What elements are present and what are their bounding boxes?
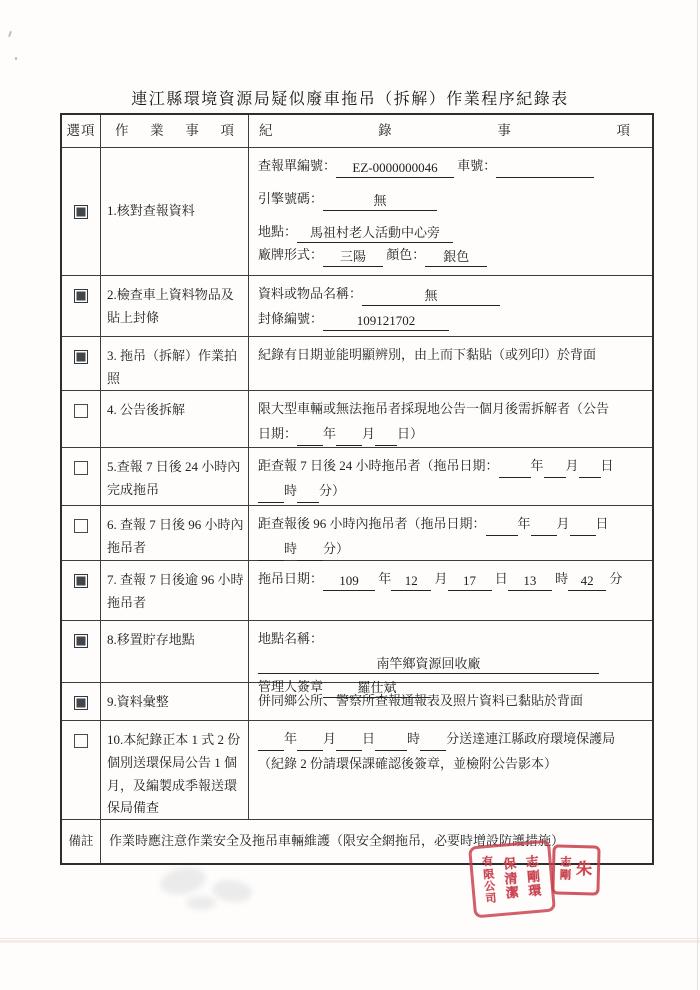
- brand-value: 三陽: [323, 249, 383, 267]
- scan-smudge: [211, 877, 254, 904]
- note-text-content: 作業時應注意作業安全及拖吊車輛維護（限安全網拖吊，必要時增設防護措施）: [109, 833, 565, 849]
- unit-label: 時: [284, 540, 298, 556]
- field-label: 車號：: [457, 158, 497, 173]
- checkbox-row6: [74, 519, 88, 533]
- task-cell-10: [101, 721, 249, 820]
- checkbox-row8: [74, 634, 88, 648]
- name-seal-stamp: [551, 844, 600, 895]
- option-cell-8: [62, 621, 101, 683]
- field-label: 資料或物品名稱：: [258, 286, 363, 301]
- unit-label: 月: [556, 516, 570, 531]
- record-text: （紀錄 2 份請環保課確認後簽章，並檢附公告影本）: [258, 755, 558, 771]
- name-seal-column: 朱: [575, 861, 593, 879]
- scan-artifact-line: [0, 940, 700, 943]
- item-name-value: 無: [362, 288, 500, 306]
- year-blank: [258, 750, 284, 751]
- checkbox-row9: [74, 696, 88, 710]
- month-blank: [297, 750, 323, 751]
- procedure-record-table: [60, 113, 654, 865]
- day-blank: [336, 750, 362, 751]
- page-title: 連江縣環境資源局疑似廢車拖吊（拆解）作業程序紀錄表: [131, 91, 569, 108]
- field-label: 地點：: [258, 223, 298, 239]
- option-cell-9: [62, 683, 101, 721]
- record-cell-4: [249, 391, 652, 448]
- year-blank: [499, 477, 531, 478]
- record-cell-2: [249, 276, 652, 337]
- task-label: 5.查報 7 日後 24 小時內完成拖吊: [107, 459, 241, 497]
- header-record-char: 事: [497, 123, 511, 139]
- checkbox-row2: [74, 289, 88, 303]
- unit-label: 日: [494, 571, 508, 586]
- tow-year-value: 109: [323, 573, 375, 591]
- record-cell-8: [249, 621, 652, 696]
- task-cell-3: [101, 337, 249, 391]
- company-seal-column: 志剛環: [525, 853, 543, 899]
- day-blank: [375, 445, 397, 446]
- record-text: 紀錄有日期並能明顯辨別，由上而下黏貼（或列印）於背面: [258, 347, 597, 362]
- option-cell-5: [62, 448, 101, 506]
- task-label: 10.本紀錄正本 1 式 2 份個別送環保局公告 1 個月，及編製成季報送環保局備查: [107, 732, 241, 816]
- year-blank: [486, 535, 518, 536]
- task-cell-2: [101, 276, 249, 337]
- record-text: 距查報後 96 小時內拖吊者（拖吊日期：: [258, 516, 486, 531]
- task-label: 8.移置貯存地點: [107, 632, 195, 647]
- record-cell-7: [249, 561, 652, 621]
- header-record-char: 紀: [259, 123, 273, 139]
- hour-blank: [375, 750, 407, 751]
- location-value: 馬祖村老人活動中心旁: [297, 225, 453, 243]
- checkbox-row1: [74, 205, 88, 219]
- header-task-char: 作: [115, 123, 129, 139]
- month-blank: [336, 445, 362, 446]
- checkbox-row3: [74, 350, 88, 364]
- task-label: 7. 查報 7 日後逾 96 小時拖吊者: [107, 572, 244, 610]
- unit-label: 分: [609, 571, 623, 586]
- month-blank: [544, 477, 566, 478]
- minute-blank: [297, 502, 319, 503]
- record-text: 限大型車輛或無法拖吊者採現地公告一個月後需拆解者（公告: [258, 401, 610, 416]
- field-label: 日期：: [258, 425, 298, 441]
- unit-label: 時: [284, 482, 298, 498]
- header-option: 選項: [62, 115, 101, 148]
- field-label: 拖吊日期：: [258, 571, 324, 586]
- scan-smudge: [186, 896, 216, 910]
- unit-label: 年: [530, 458, 544, 473]
- month-blank: [531, 535, 557, 536]
- company-seal-column: 保清潔: [502, 855, 520, 901]
- unit-label: 時: [555, 571, 569, 586]
- header-record-char: 錄: [378, 123, 392, 139]
- scan-artifact-line: [0, 938, 700, 939]
- plate-number-blank: [496, 177, 594, 178]
- year-blank: [297, 445, 323, 446]
- header-record: [249, 115, 652, 148]
- record-cell-1: [249, 148, 652, 276]
- report-number-value: EZ-0000000046: [336, 160, 454, 178]
- option-cell-4: [62, 391, 101, 448]
- header-record-char: 項: [616, 123, 630, 139]
- field-label: 地點名稱：: [258, 631, 324, 646]
- day-blank: [570, 535, 596, 536]
- unit-label: 分）: [323, 540, 350, 556]
- unit-label: 日）: [397, 425, 424, 441]
- option-cell-2: [62, 276, 101, 337]
- checkbox-row4: [74, 404, 88, 418]
- day-blank: [579, 477, 601, 478]
- unit-label: 年: [323, 425, 337, 441]
- field-label: 引擎號碼：: [258, 190, 324, 206]
- checkbox-row7: [74, 574, 88, 588]
- tow-hour-value: 13: [508, 573, 552, 591]
- option-cell-10: [62, 721, 101, 820]
- unit-label: 年: [284, 731, 298, 746]
- tow-day-value: 17: [448, 573, 492, 591]
- field-label: 顏色：: [386, 247, 426, 263]
- task-cell-9: [101, 683, 249, 721]
- record-text: 距查報 7 日後 24 小時拖吊者（拖吊日期：: [258, 458, 499, 473]
- record-cell-5: [249, 448, 652, 506]
- unit-label: 分）: [319, 482, 346, 498]
- storage-site-value: 南竿鄉資源回收廠: [258, 656, 599, 674]
- tow-month-value: 12: [391, 573, 431, 591]
- checkbox-row5: [74, 461, 88, 475]
- task-label: 4. 公告後拆解: [107, 402, 186, 417]
- option-cell-1: [62, 148, 101, 276]
- scan-speck: [15, 57, 17, 60]
- option-cell-3: [62, 337, 101, 391]
- option-cell-7: [62, 561, 101, 621]
- task-cell-4: [101, 391, 249, 448]
- task-cell-7: [101, 561, 249, 621]
- record-cell-10: [249, 721, 652, 820]
- task-cell-1: [101, 148, 249, 276]
- field-label: 查報單編號：: [258, 158, 337, 173]
- unit-label: 年: [378, 571, 392, 586]
- scan-smudge: [158, 864, 208, 899]
- task-label: 9.資料彙整: [107, 694, 169, 709]
- unit-label: 年: [517, 516, 531, 531]
- engine-number-value: 無: [323, 193, 437, 211]
- task-cell-5: [101, 448, 249, 506]
- field-label: 管理人簽章: [258, 678, 324, 694]
- field-label: 廠牌形式：: [258, 247, 324, 263]
- unit-label: 日: [600, 458, 614, 473]
- record-text: 併同鄉公所、警察所查報通報表及照片資料已黏貼於背面: [258, 693, 584, 708]
- record-cell-9: [249, 683, 652, 721]
- unit-label: 月: [362, 425, 376, 441]
- checkbox-row10: [74, 734, 88, 748]
- header-task: [101, 115, 249, 148]
- record-cell-3: [249, 337, 652, 391]
- record-cell-6: [249, 506, 652, 561]
- task-cell-8: [101, 621, 249, 683]
- unit-label: 日: [595, 516, 609, 531]
- task-label: 6. 查報 7 日後 96 小時內拖吊者: [107, 517, 244, 555]
- note-label: 備註: [62, 820, 101, 863]
- company-seal-stamp: [468, 840, 556, 919]
- color-value: 銀色: [425, 249, 487, 267]
- scan-edge: [697, 0, 698, 990]
- field-label: 封條編號：: [258, 310, 324, 326]
- unit-label: 日: [362, 731, 376, 746]
- unit-label: 時: [407, 731, 421, 746]
- name-seal-column: 志剛: [559, 856, 572, 882]
- seal-number-value: 109121702: [323, 313, 449, 331]
- minute-blank: [420, 750, 446, 751]
- task-label: 3. 拖吊（拆解）作業拍照: [107, 348, 238, 386]
- option-cell-6: [62, 506, 101, 561]
- header-task-char: 事: [185, 123, 199, 139]
- task-cell-6: [101, 506, 249, 561]
- task-label: 1.核對查報資料: [107, 203, 195, 219]
- company-seal-column: 有限公司: [481, 855, 497, 906]
- unit-label: 月: [434, 571, 448, 586]
- tow-minute-value: 42: [568, 573, 606, 591]
- hour-blank: [258, 502, 284, 503]
- task-label: 2.檢查車上資料物品及貼上封條: [107, 287, 234, 325]
- header-task-char: 業: [150, 123, 164, 139]
- record-text: 分送達連江縣政府環境保護局: [446, 731, 616, 746]
- unit-label: 月: [323, 731, 337, 746]
- scan-speck: [8, 31, 12, 37]
- header-task-char: 項: [220, 123, 234, 139]
- manager-signature-value: 羅仕斌: [323, 680, 431, 698]
- unit-label: 月: [565, 458, 579, 473]
